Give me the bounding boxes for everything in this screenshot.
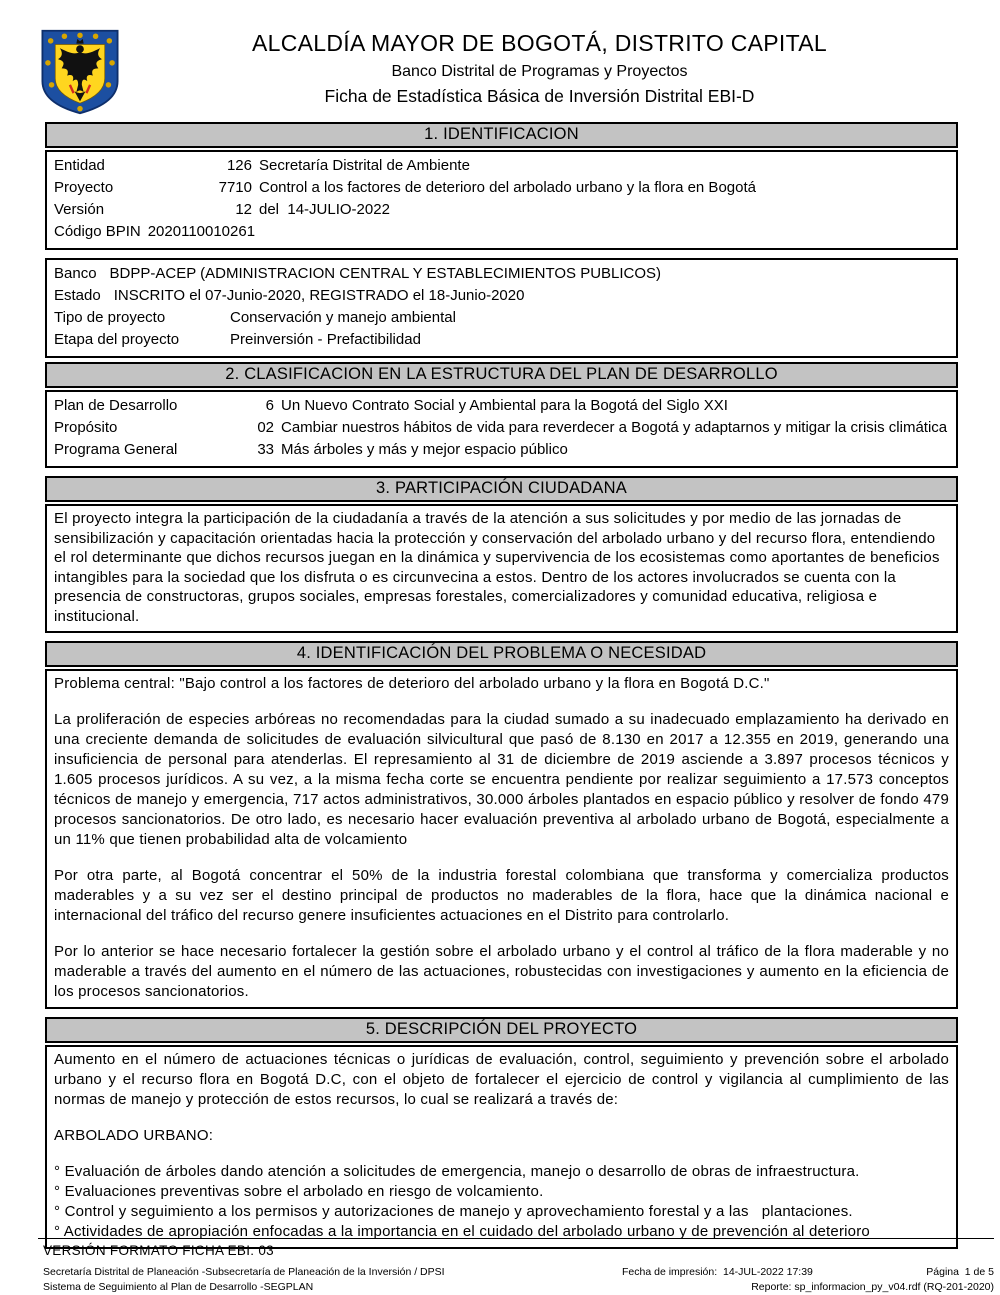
report-name: Reporte: sp_informacion_py_v04.rdf (RQ-201-2020)	[751, 1281, 994, 1293]
field-label: Banco	[54, 265, 97, 282]
field-value: Cambiar nuestros hábitos de vida para reverdecer a Bogotá y adaptarnos y mitigar la crisis climática	[281, 419, 948, 436]
field-value: BDPP-ACEP (ADMINISTRACION CENTRAL Y ESTABLECIMIENTOS PUBLICOS)	[109, 265, 662, 282]
field-label: Versión	[54, 201, 105, 218]
field-label: Estado	[54, 287, 101, 304]
spacer	[54, 850, 949, 866]
field-row-tipo-proyecto	[54, 307, 949, 329]
field-code: 33	[257, 441, 274, 458]
footer-org-line1: Secretaría Distrital de Planeación -Subsecretaría de Planeación de la Inversión / DPSI	[43, 1266, 445, 1278]
field-row-etapa-proyecto	[54, 329, 949, 351]
footer-left	[38, 1265, 445, 1295]
field-row-estado	[54, 285, 949, 307]
field-value: Preinversión - Prefactibilidad	[230, 331, 421, 348]
field-value: Conservación y manejo ambiental	[230, 309, 456, 326]
page-subtitle-ficha: Ficha de Estadística Básica de Inversión Distrital EBI-D	[324, 86, 755, 106]
section-1-header: 1. IDENTIFICACION	[45, 122, 958, 148]
field-row-plan-desarrollo	[54, 395, 949, 417]
bullet-item: ° Evaluaciones preventivas sobre el arbolado en riesgo de volcamiento.	[54, 1183, 544, 1200]
problema-paragraph: Por lo anterior se hace necesario fortalecer la gestión sobre el arbolado urbano y el control al tráfico de la flora maderable y no maderable a través del aumento en el número de las actuaciones, robustecidas con investigaciones y aumento en la eficiencia de los procesos sancionatorios.	[54, 943, 949, 1000]
field-label: Código BPIN	[54, 223, 141, 240]
plan-desarrollo-box	[45, 390, 958, 468]
shield-icon	[39, 28, 121, 116]
field-code: 7710	[218, 179, 252, 196]
descripcion-subheading: ARBOLADO URBANO:	[54, 1127, 214, 1144]
field-code: 6	[265, 397, 274, 414]
document-header	[45, 28, 958, 116]
footer-org-line2: Sistema de Seguimiento al Plan de Desarrollo -SEGPLAN	[43, 1281, 314, 1293]
field-label: Propósito	[54, 419, 118, 436]
section-3-header: 3. PARTICIPACIÓN CIUDADANA	[45, 476, 958, 502]
field-code: 12	[235, 201, 252, 218]
print-date	[622, 1265, 813, 1280]
field-row-codigo-bpin	[54, 221, 949, 243]
field-label: Programa General	[54, 441, 178, 458]
field-value: Más árboles y más y mejor espacio público	[281, 441, 568, 458]
header-titles	[121, 28, 958, 116]
field-label: Proyecto	[54, 179, 114, 196]
field-row-proposito	[54, 417, 949, 439]
field-value: Un Nuevo Contrato Social y Ambiental para la Bogotá del Siglo XXI	[281, 397, 728, 414]
page-subtitle-banco: Banco Distrital de Programas y Proyectos	[391, 63, 688, 80]
field-value: INSCRITO el 07-Junio-2020, REGISTRADO el 18-Junio-2020	[113, 287, 525, 304]
bullet-item: ° Control y seguimiento a los permisos y autorizaciones de manejo y aprovechamiento forestal y a las plantaciones.	[54, 1203, 853, 1220]
descripcion-paragraph: Aumento en el número de actuaciones técnicas o jurídicas de evaluación, control, seguimiento y prevención sobre el arbolado urbano y el recurso flora en Bogotá D.C, con el objeto de fortalecer el ejercicio de control y vigilancia al cumplimiento de las normas de manejo y protección de estos recursos, lo cual se realizará a través de:	[54, 1051, 949, 1108]
field-code: 126	[226, 157, 252, 174]
field-label: Entidad	[54, 157, 105, 174]
field-value: del 14-JULIO-2022	[259, 201, 390, 218]
field-label: Plan de Desarrollo	[54, 397, 178, 414]
field-code: 02	[257, 419, 274, 436]
problema-box	[45, 669, 958, 1009]
field-value: 2020110010261	[147, 223, 256, 240]
problema-central: Problema central: "Bajo control a los factores de deterioro del arbolado urbano y la flora en Bogotá D.C."	[54, 675, 770, 692]
field-row-banco	[54, 263, 949, 285]
page-number: Página 1 de 5	[926, 1266, 994, 1278]
section-5-header: 5. DESCRIPCIÓN DEL PROYECTO	[45, 1017, 958, 1043]
problema-paragraph: La proliferación de especies arbóreas no recomendadas para la ciudad sumado a su inadecuado emplazamiento ha derivado en una creciente demanda de solicitudes de evaluación silvicultural que pasó de 8.130 en 2017 a 12.355 en 2019, generando una insuficiencia de personal para atenderlas. El represamiento al 31 de diciembre de 2019 asciende a 3.897 procesos técnicos y 1.605 procesos jurídicos. A su vez, a la misma fecha corte se encuentra pendiente por realizar seguimiento a 17.573 conceptos técnicos de manejo y emergencia, 717 actos administrativos, 30.000 árboles plantados en espacio público y resolver de fondo 479 procesos sancionatorios. De otro lado, es necesario hacer evaluación preventiva al arbolado urbano de Bogotá, especialmente a un 11% que tienen probabilidad alta de volcamiento	[54, 711, 949, 848]
section-2-header: 2. CLASIFICACION EN LA ESTRUCTURA DEL PLAN DE DESARROLLO	[45, 362, 958, 388]
footer-right	[622, 1265, 994, 1295]
format-version: VERSIÓN FORMATO FICHA EBI: 03	[43, 1243, 274, 1258]
bullet-item: ° Actividades de apropiación enfocadas a la importancia en el cuidado del arbolado urbano y de prevención al deterioro	[54, 1223, 870, 1240]
bogota-coat-of-arms-logo	[39, 28, 121, 116]
field-row-proyecto	[54, 177, 949, 199]
bullet-item: ° Evaluación de árboles dando atención a solicitudes de emergencia, manejo o desarrollo de obras de infraestructura.	[54, 1163, 860, 1180]
identification-box	[45, 150, 958, 250]
spacer	[54, 1110, 949, 1126]
participacion-box	[45, 504, 958, 633]
field-row-programa-general	[54, 439, 949, 461]
registration-box	[45, 258, 958, 358]
spacer	[54, 926, 949, 942]
field-row-entidad	[54, 155, 949, 177]
print-date-value: 14-JUL-2022 17:39	[722, 1266, 813, 1278]
footer-columns	[38, 1265, 994, 1295]
print-date-label: Fecha de impresión:	[622, 1266, 718, 1278]
field-label: Tipo de proyecto	[54, 309, 166, 326]
field-value: Control a los factores de deterioro del arbolado urbano y la flora en Bogotá	[259, 179, 756, 196]
participacion-text: El proyecto integra la participación de la ciudadanía a través de la atención a sus solicitudes y por medio de las jornadas de sensibilización y capacitación orientadas hacia la protección y conservación del arbolado urbano y del recurso flora, entendiendo el rol determinante que dichos recursos juegan en la dinámica y supervivencia de los ecosistemas como aportantes de beneficios intangibles para la sociedad que los disfruta o es circunvecina a estos. Dentro de los actores involucrados se cuenta con la presencia de constructoras, grupos sociales, empresas forestales, comercializadores y comunidad educativa, religiosa e institucional.	[54, 510, 945, 625]
field-row-version	[54, 199, 949, 221]
field-value: Secretaría Distrital de Ambiente	[259, 157, 470, 174]
spacer	[54, 1146, 949, 1162]
footer-print-line	[622, 1265, 994, 1280]
spacer	[54, 694, 949, 710]
field-label: Etapa del proyecto	[54, 331, 180, 348]
descripcion-box	[45, 1045, 958, 1249]
section-4-header: 4. IDENTIFICACIÓN DEL PROBLEMA O NECESIDAD	[45, 641, 958, 667]
page-footer	[38, 1238, 994, 1295]
problema-paragraph: Por otra parte, al Bogotá concentrar el 50% de la industria forestal colombiana que transforma y comercializa productos maderables y a su vez ser el destino principal de productos no maderables de la flora, hace que la dinámica nacional e internacional del tráfico del recurso genere insuficientes actuaciones en el Distrito para controlarlo.	[54, 867, 949, 924]
page-title: ALCALDÍA MAYOR DE BOGOTÁ, DISTRITO CAPITAL	[252, 30, 827, 56]
